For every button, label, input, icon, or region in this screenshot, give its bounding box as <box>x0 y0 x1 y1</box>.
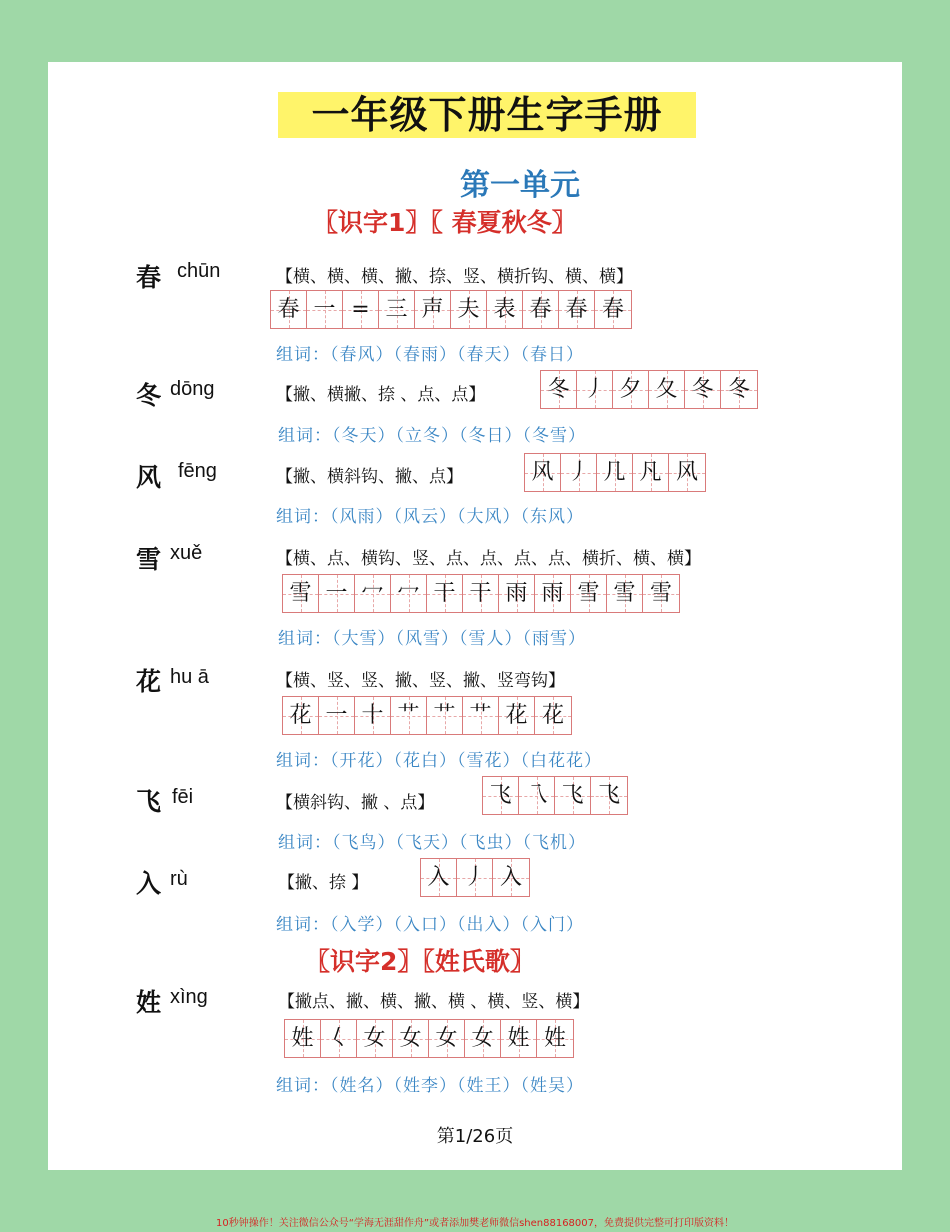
stroke-cell-glyph: 雪 <box>613 581 636 606</box>
lesson-heading: 〖识字1〗〖 春夏秋冬〗 <box>313 208 577 237</box>
stroke-cell <box>499 697 535 734</box>
stroke-grid <box>540 370 758 409</box>
stroke-cell <box>391 697 427 734</box>
stroke-cell-glyph: 冖 <box>361 581 384 606</box>
char-pinyin: rù <box>170 868 188 890</box>
stroke-cell-glyph: 夂 <box>655 377 678 402</box>
word-examples: 组词：（春风）（春雨）（春天）（春日） <box>276 345 584 365</box>
stroke-cell <box>721 371 757 408</box>
char-glyph: 冬 <box>136 381 162 410</box>
stroke-grid <box>482 776 628 815</box>
stroke-cell <box>427 575 463 612</box>
stroke-cell-glyph: 花 <box>289 703 312 728</box>
stroke-cell <box>283 575 319 612</box>
word-examples: 组词：（入学）（入口）（出入）（入门） <box>276 915 584 935</box>
stroke-cell-glyph: = <box>351 297 370 322</box>
stroke-cell-glyph: 丿 <box>583 377 606 402</box>
stroke-cell-glyph: 𡿨 <box>327 1026 350 1051</box>
stroke-cell-glyph: 飞 <box>561 783 584 808</box>
char-glyph: 春 <box>136 263 162 292</box>
stroke-order-text: 【横、竖、竖、撇、竖、撇、竖弯钩】 <box>276 671 565 691</box>
char-pinyin: dōng <box>170 378 215 400</box>
stroke-cell <box>685 371 721 408</box>
stroke-cell-glyph: 表 <box>493 297 516 322</box>
stroke-cell-glyph: 春 <box>277 297 300 322</box>
stroke-cell <box>669 454 705 491</box>
stroke-cell <box>541 371 577 408</box>
stroke-cell <box>463 575 499 612</box>
stroke-cell-glyph: 几 <box>603 460 626 485</box>
stroke-cell <box>501 1020 537 1057</box>
stroke-cell <box>379 291 415 328</box>
stroke-cell-glyph: 风 <box>531 460 554 485</box>
stroke-cell-glyph: 一 <box>313 297 336 322</box>
word-examples: 组词：（开花）（花白）（雪花）（白花花） <box>276 751 602 771</box>
word-examples: 组词：（姓名）（姓李）（姓王）（姓吴） <box>276 1076 584 1096</box>
stroke-cell <box>591 777 627 814</box>
stroke-cell-glyph: 雪 <box>649 581 672 606</box>
stroke-cell <box>421 859 457 896</box>
word-examples: 组词：（冬天）（立冬）（冬日）（冬雪） <box>278 426 586 446</box>
stroke-cell <box>283 697 319 734</box>
stroke-cell-glyph: 飞 <box>489 783 512 808</box>
stroke-order-text: 【撇、横斜钩、撇、点】 <box>276 467 463 487</box>
stroke-cell-glyph: 风 <box>675 460 698 485</box>
page-title: 一年级下册生字手册 <box>278 92 696 138</box>
char-pinyin: fēi <box>172 786 194 808</box>
stroke-cell-glyph: 一 <box>325 703 348 728</box>
stroke-cell <box>561 454 597 491</box>
lesson-heading: 〖识字2〗〖姓氏歌〗 <box>305 947 535 976</box>
stroke-cell-glyph: 艹 <box>469 703 492 728</box>
char-glyph: 姓 <box>136 988 162 1017</box>
stroke-cell <box>271 291 307 328</box>
stroke-cell-glyph: 花 <box>541 703 564 728</box>
stroke-cell <box>355 575 391 612</box>
word-examples: 组词：（大雪）（风雪）（雪人）（雨雪） <box>278 629 586 649</box>
char-pinyin: chūn <box>177 260 221 282</box>
stroke-cell-glyph: 艹 <box>433 703 456 728</box>
stroke-cell <box>525 454 561 491</box>
stroke-cell <box>415 291 451 328</box>
stroke-order-text: 【撇点、撇、横、撇、横 、横、竖、横】 <box>278 992 590 1012</box>
stroke-cell <box>559 291 595 328</box>
stroke-cell-glyph: 春 <box>529 297 552 322</box>
stroke-cell <box>613 371 649 408</box>
word-examples: 组词：（风雨）（风云）（大风）（东风） <box>276 507 584 527</box>
stroke-cell-glyph: 干 <box>433 581 456 606</box>
stroke-cell-glyph: 一 <box>325 581 348 606</box>
stroke-cell-glyph: 冬 <box>547 377 570 402</box>
char-pinyin: xuě <box>170 542 203 564</box>
stroke-cell <box>535 575 571 612</box>
stroke-cell-glyph: 入 <box>499 865 522 890</box>
stroke-cell <box>357 1020 393 1057</box>
stroke-cell <box>487 291 523 328</box>
char-glyph: 花 <box>136 667 162 696</box>
stroke-cell-glyph: 冬 <box>727 377 750 402</box>
stroke-cell <box>319 697 355 734</box>
stroke-cell <box>321 1020 357 1057</box>
stroke-cell-glyph: 春 <box>601 297 624 322</box>
unit-heading: 第一单元 <box>460 168 580 203</box>
char-glyph: 风 <box>136 463 162 492</box>
stroke-cell <box>643 575 679 612</box>
stroke-cell <box>595 291 631 328</box>
stroke-cell <box>571 575 607 612</box>
stroke-cell-glyph: 雨 <box>541 581 564 606</box>
stroke-cell <box>499 575 535 612</box>
stroke-cell-glyph: 花 <box>505 703 528 728</box>
stroke-cell-glyph: 夕 <box>619 377 642 402</box>
stroke-cell-glyph: 雨 <box>505 581 528 606</box>
stroke-cell-glyph: 凡 <box>639 460 662 485</box>
stroke-cell <box>537 1020 573 1057</box>
word-examples: 组词：（飞鸟）（飞天）（飞虫）（飞机） <box>278 833 586 853</box>
stroke-cell <box>429 1020 465 1057</box>
stroke-cell <box>355 697 391 734</box>
stroke-cell <box>319 575 355 612</box>
stroke-cell <box>307 291 343 328</box>
stroke-cell <box>493 859 529 896</box>
stroke-cell-glyph: 丿 <box>463 865 486 890</box>
stroke-cell-glyph: 冖 <box>397 581 420 606</box>
stroke-cell <box>649 371 685 408</box>
stroke-cell-glyph: 夫 <box>457 297 480 322</box>
stroke-order-text: 【横、横、横、撇、捺、竖、横折钩、横、横】 <box>276 267 633 287</box>
stroke-grid <box>282 696 572 735</box>
char-glyph: 飞 <box>136 787 162 816</box>
stroke-cell <box>451 291 487 328</box>
char-pinyin: fēng <box>178 460 217 482</box>
stroke-grid <box>282 574 680 613</box>
page-number: 第1/26页 <box>436 1126 514 1147</box>
stroke-order-text: 【横、点、横钩、竖、点、点、点、点、横折、横、横】 <box>276 549 701 569</box>
char-pinyin: hu ā <box>170 666 209 688</box>
stroke-cell-glyph: 女 <box>471 1026 494 1051</box>
stroke-cell-glyph: 女 <box>435 1026 458 1051</box>
stroke-cell-glyph: 丿 <box>567 460 590 485</box>
stroke-cell-glyph: 十 <box>361 703 384 728</box>
stroke-cell <box>457 859 493 896</box>
stroke-cell <box>343 291 379 328</box>
stroke-cell-glyph: 春 <box>565 297 588 322</box>
stroke-cell <box>607 575 643 612</box>
stroke-cell <box>523 291 559 328</box>
stroke-cell-glyph: 干 <box>469 581 492 606</box>
stroke-cell <box>465 1020 501 1057</box>
stroke-cell <box>463 697 499 734</box>
stroke-order-text: 【撇、横撇、捺 、点、点】 <box>276 385 486 405</box>
stroke-cell-glyph: 姓 <box>507 1026 530 1051</box>
stroke-grid <box>270 290 632 329</box>
stroke-cell-glyph: 乁 <box>525 783 548 808</box>
stroke-cell-glyph: 三 <box>385 297 408 322</box>
stroke-order-text: 【横斜钩、撇 、点】 <box>276 793 435 813</box>
stroke-cell-glyph: 姓 <box>291 1026 314 1051</box>
stroke-cell <box>555 777 591 814</box>
stroke-cell <box>483 777 519 814</box>
stroke-cell <box>633 454 669 491</box>
stroke-order-text: 【撇、捺 】 <box>278 873 369 893</box>
stroke-cell <box>391 575 427 612</box>
stroke-grid <box>524 453 706 492</box>
char-glyph: 雪 <box>136 545 162 574</box>
stroke-cell <box>577 371 613 408</box>
stroke-cell-glyph: 飞 <box>597 783 620 808</box>
stroke-cell <box>597 454 633 491</box>
char-pinyin: xìng <box>170 986 208 1008</box>
stroke-cell-glyph: 女 <box>363 1026 386 1051</box>
stroke-cell-glyph: 艹 <box>397 703 420 728</box>
stroke-cell-glyph: 姓 <box>543 1026 566 1051</box>
stroke-cell-glyph: 雪 <box>289 581 312 606</box>
footer-note: 10秒钟操作！关注微信公众号“学海无涯甜作舟”或者添加樊老师微信shen88168007，免费提供完整可打印版资料！ <box>215 1218 735 1229</box>
stroke-cell <box>535 697 571 734</box>
stroke-grid <box>420 858 530 897</box>
stroke-cell <box>519 777 555 814</box>
stroke-cell-glyph: 声 <box>421 297 444 322</box>
stroke-cell <box>427 697 463 734</box>
stroke-cell-glyph: 入 <box>427 865 450 890</box>
stroke-cell <box>285 1020 321 1057</box>
stroke-cell-glyph: 雪 <box>577 581 600 606</box>
stroke-grid <box>284 1019 574 1058</box>
stroke-cell-glyph: 女 <box>399 1026 422 1051</box>
char-glyph: 入 <box>136 869 162 898</box>
stroke-cell <box>393 1020 429 1057</box>
stroke-cell-glyph: 冬 <box>691 377 714 402</box>
